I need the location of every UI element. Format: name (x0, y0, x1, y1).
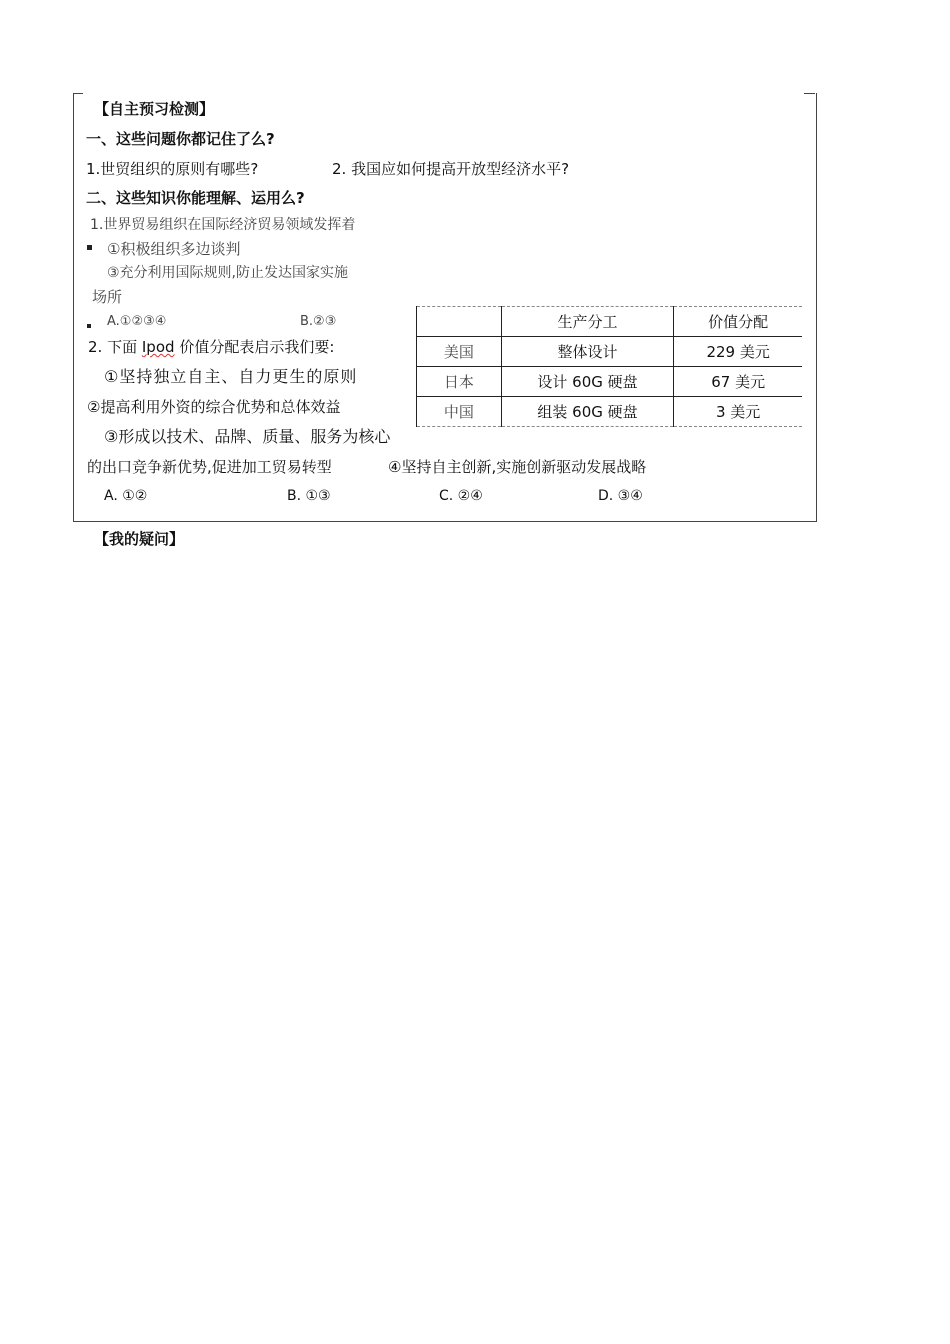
table-cell-division: 整体设计 (501, 337, 674, 367)
part2-q2-choice-b: B. ①③ (287, 488, 331, 504)
table-cell-value: 229 美元 (674, 337, 802, 367)
bullet-marker (87, 245, 92, 250)
table-cell-value: 67 美元 (674, 367, 802, 397)
part2-q2-choice-a: A. ①② (104, 488, 148, 504)
part2-q2-stem (88, 337, 334, 357)
part2-q2-choice-d: D. ③④ (598, 488, 643, 504)
stem-prefix: 2. 下面 (88, 338, 138, 356)
bullet-marker (87, 324, 91, 328)
table-row (417, 367, 803, 397)
part2-q1-choice-a: A.①②③④ (107, 314, 167, 329)
part2-q1-option-3: ③充分利用国际规则,防止发达国家实施 (107, 265, 348, 281)
box-top-left-tick (73, 93, 83, 94)
part1-question-2: 2. 我国应如何提高开放型经济水平? (332, 160, 570, 178)
table-header-cell (417, 307, 502, 337)
part2-heading: 二、这些知识你能理解、运用么? (86, 189, 305, 207)
table-header-cell: 价值分配 (674, 307, 802, 337)
table-cell-country: 中国 (417, 397, 502, 427)
table-header-row (417, 307, 803, 337)
table-cell-division: 设计 60G 硬盘 (501, 367, 674, 397)
part2-q2-choice-c: C. ②④ (439, 488, 483, 504)
part2-q1-continuation: 场所 (92, 288, 123, 306)
part1-heading: 一、这些问题你都记住了么? (86, 130, 275, 148)
part2-q1-option-1: ①积极组织多边谈判 (107, 240, 241, 258)
table-cell-country: 日本 (417, 367, 502, 397)
part2-q2-statement-2: ②提高利用外资的综合优势和总体效益 (87, 398, 341, 416)
table-cell-value: 3 美元 (674, 397, 802, 427)
table-header-cell: 生产分工 (501, 307, 674, 337)
my-questions-title: 【我的疑问】 (94, 530, 185, 548)
part2-q2-statement-3-continued: 的出口竞争新优势,促进加工贸易转型 (87, 458, 332, 476)
table-cell-division: 组装 60G 硬盘 (501, 397, 674, 427)
ipod-value-distribution-table (416, 306, 802, 427)
stem-suffix: 价值分配表启示我们要: (179, 338, 335, 356)
part2-q2-statement-4: ④坚持自主创新,实施创新驱动发展战略 (388, 458, 647, 476)
box-top-right-tick (804, 93, 815, 94)
part1-question-1: 1.世贸组织的原则有哪些? (86, 160, 259, 178)
section-title: 【自主预习检测】 (94, 100, 215, 118)
part2-q1-stem: 1.世界贸易组织在国际经济贸易领域发挥着 (90, 217, 356, 233)
part2-q2-statement-3: ③形成以技术、品牌、质量、服务为核心 (104, 427, 391, 446)
table-row (417, 337, 803, 367)
part2-q2-statement-1: ①坚持独立自主、自力更生的原则 (104, 367, 358, 386)
part2-q1-choice-b: B.②③ (300, 314, 337, 329)
stem-keyword: Ipod (141, 338, 175, 356)
table-row (417, 397, 803, 427)
table-cell-country: 美国 (417, 337, 502, 367)
